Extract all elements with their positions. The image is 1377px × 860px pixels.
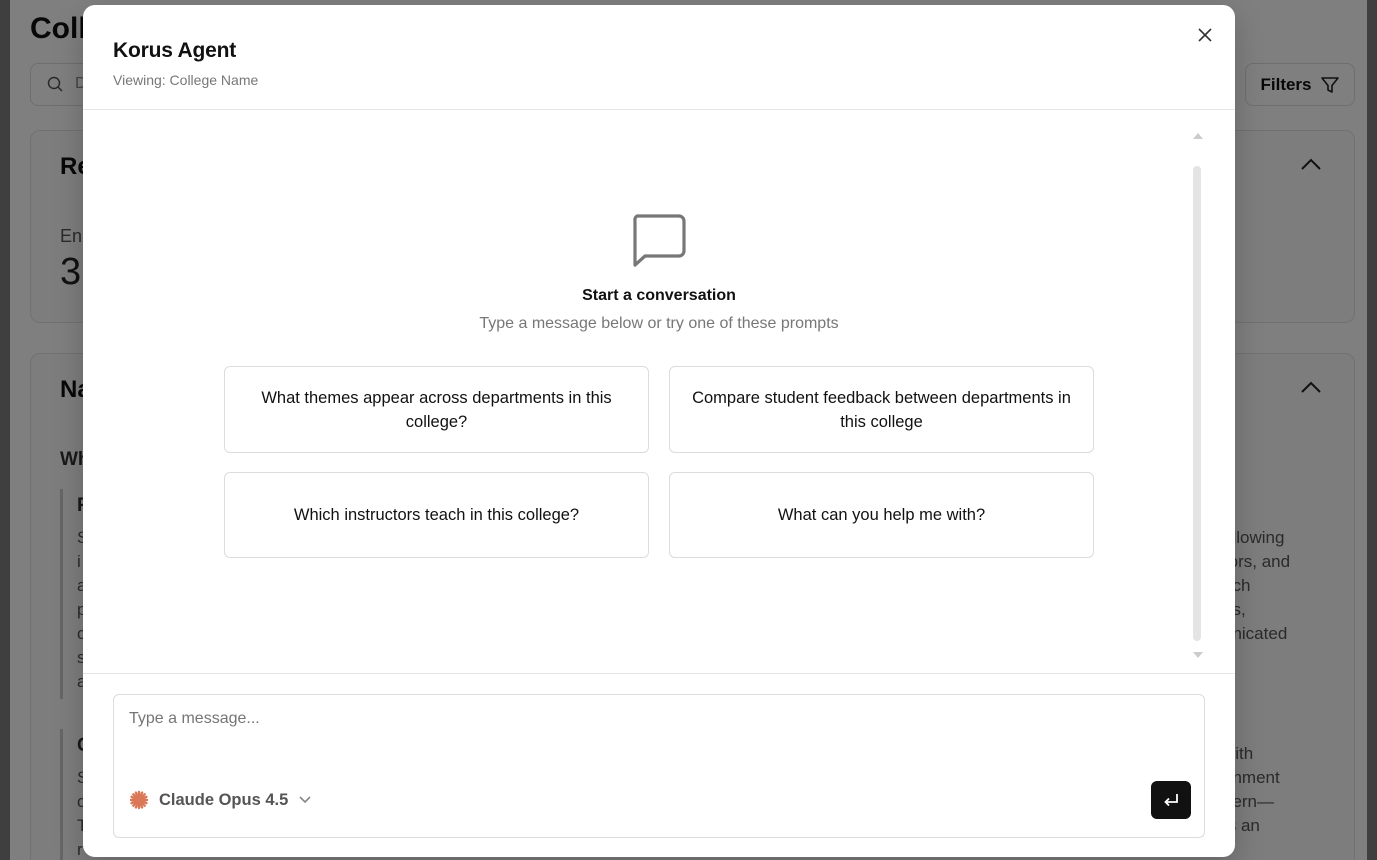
prompt-suggestion[interactable]: Which instructors teach in this college? <box>224 472 649 558</box>
empty-state-subtitle: Type a message below or try one of these prompts <box>479 315 839 332</box>
chevron-down-icon <box>298 795 312 805</box>
model-name: Claude Opus 4.5 <box>159 790 289 809</box>
model-selector[interactable] <box>129 790 312 810</box>
chat-area <box>83 110 1235 673</box>
scroll-down-arrow-icon[interactable] <box>1193 652 1203 658</box>
agent-modal <box>83 5 1235 857</box>
enter-icon <box>1162 791 1180 809</box>
composer-area <box>83 673 1235 857</box>
send-button[interactable] <box>1151 781 1191 819</box>
message-input[interactable] <box>129 710 1029 728</box>
close-icon[interactable] <box>1195 25 1215 45</box>
empty-state-title: Start a conversation <box>582 287 736 304</box>
claude-icon <box>129 790 149 810</box>
prompt-suggestion[interactable]: What themes appear across departments in this college? <box>224 366 649 453</box>
scrollbar-thumb[interactable] <box>1193 166 1201 641</box>
modal-header <box>83 5 1235 110</box>
scrollbar[interactable] <box>1190 133 1204 658</box>
message-composer[interactable] <box>113 694 1205 838</box>
prompt-suggestion[interactable]: What can you help me with? <box>669 472 1094 558</box>
modal-subtitle: Viewing: College Name <box>113 72 259 88</box>
modal-title: Korus Agent <box>113 39 237 62</box>
prompt-suggestion[interactable]: Compare student feedback between departments in this college <box>669 366 1094 453</box>
scroll-up-arrow-icon[interactable] <box>1193 133 1203 139</box>
chat-bubble-icon <box>630 213 686 267</box>
